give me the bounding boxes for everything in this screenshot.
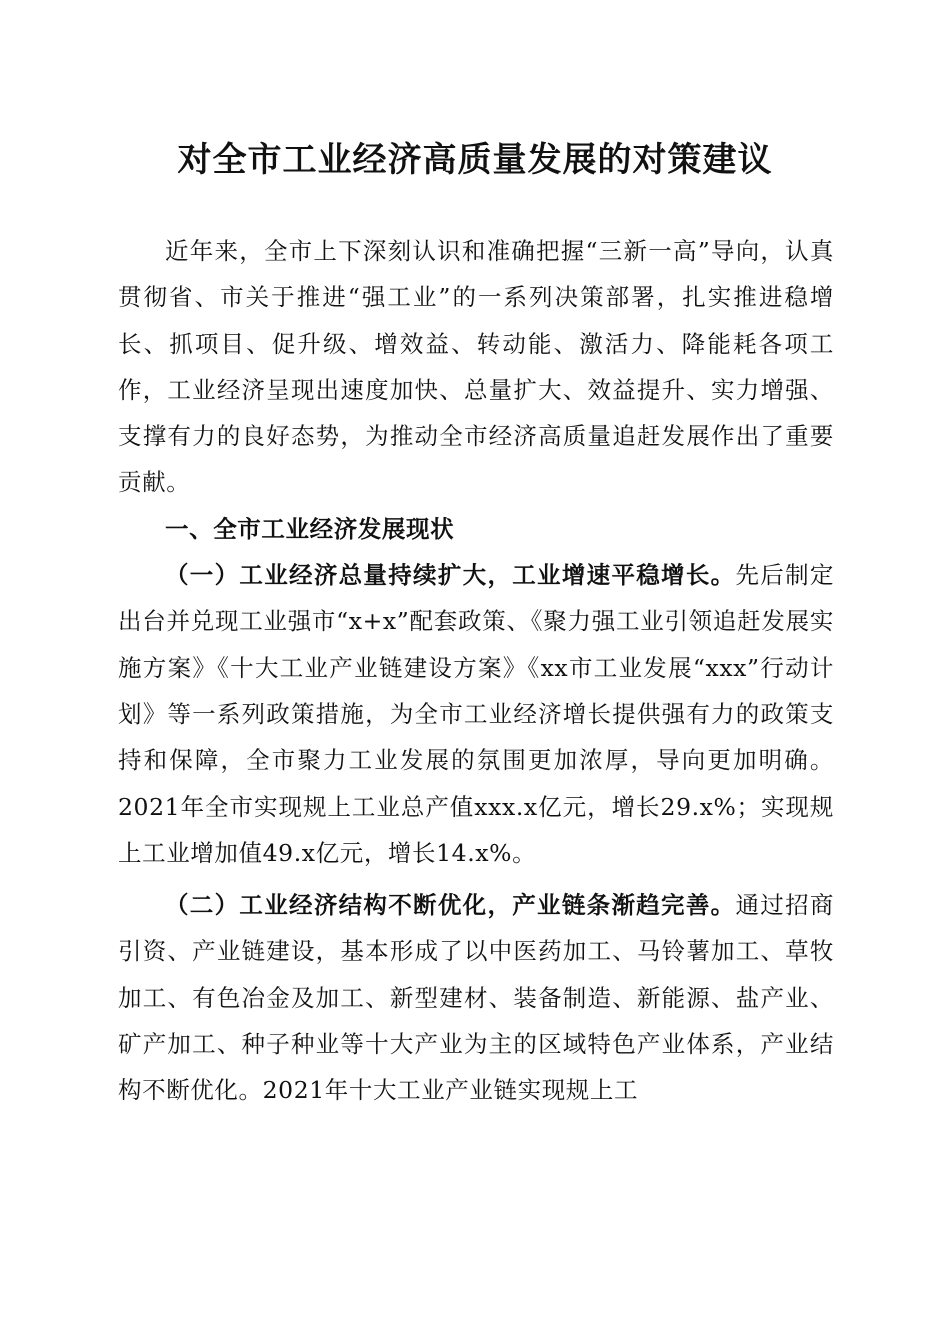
document-title: 对全市工业经济高质量发展的对策建议 [177,140,773,180]
subsection-1-body: 先后制定出台并兑现工业强市“x+x”配套政策、《聚力强工业引领追赶发展实施方案》《十大工业产业链建设方案》《xx市工业发展“xxx”行动计划》等一系列政策措施，为全市工业经济增长提供强有力的政策支持和保障，全市聚力工业发展的氛围更加浓厚，导向更加明确。2021年全市实现规上工业总产值xxx.x亿元，增长29.x%；实现规上工业增加值49.x亿元，增长14.x%。 [118,561,834,867]
intro-paragraph: 近年来，全市上下深刻认识和准确把握“三新一高”导向，认真贯彻省、市关于推进“强工业”的一系列决策部署，扎实推进稳增长、抓项目、促升级、增效益、转动能、激活力、降能耗各项工作，工业经济呈现出速度加快、总量扩大、效益提升、实力增强、支撑有力的良好态势，为推动全市经济高质量追赶发展作出了重要贡献。 [118,237,834,497]
document-body [118,228,834,1114]
subsection-1-lead: （一）工业经济总量持续扩大，工业增速平稳增长。 [165,561,736,590]
subsection-2-lead: （二）工业经济结构不断优化，产业链条渐趋完善。 [165,891,736,920]
section-heading: 一、全市工业经济发展现状 [165,514,455,543]
subsection-2-paragraph [118,882,834,1113]
subsection-1-paragraph [118,552,834,876]
subsection-2-body: 通过招商引资、产业链建设，基本形成了以中医药加工、马铃薯加工、草牧加工、有色冶金及加工、新型建材、装备制造、新能源、盐产业、矿产加工、种子种业等十大产业为主的区域特色产业体系，产业结构不断优化。2021年十大工业产业链实现规上工 [118,891,834,1105]
